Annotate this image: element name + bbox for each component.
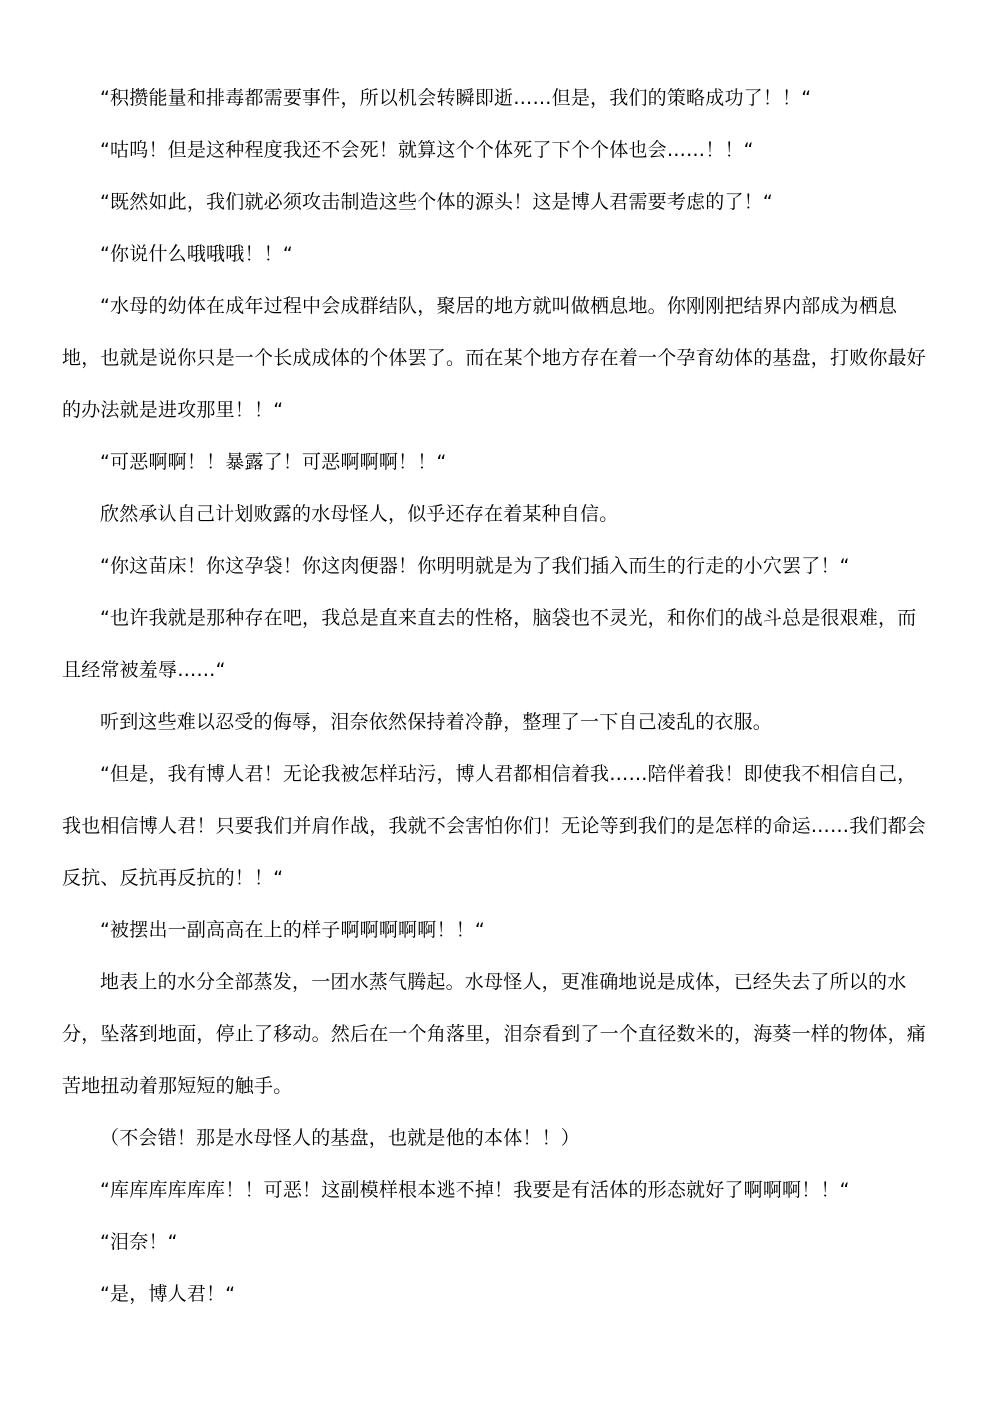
paragraph: “既然如此，我们就必须攻击制造这些个体的源头！这是博人君需要考虑的了！“: [100, 191, 773, 213]
paragraph: “但是，我有博人君！无论我被怎样玷污，博人君都相信着我……陪伴着我！即使我不相信自己，我也相信博人君！只要我们并肩作战，我就不会害怕你们！无论等到我们的是怎样的命运……我们都会反抗、反抗再反抗的！！“: [62, 763, 927, 889]
paragraph: “可恶啊啊！！暴露了！可恶啊啊啊！！“: [100, 451, 447, 473]
paragraph: （不会错！那是水母怪人的基盘，也就是他的本体！！）: [100, 1127, 581, 1149]
paragraph: “泪奈！“: [100, 1231, 178, 1253]
paragraph: “咕呜！但是这种程度我还不会死！就算这个个体死了下个个体也会……！！“: [100, 139, 754, 161]
paragraph: “你说什么哦哦哦！！“: [100, 243, 293, 265]
paragraph: “你这苗床！你这孕袋！你这肉便器！你明明就是为了我们插入而生的行走的小穴罢了！“: [100, 555, 850, 577]
paragraph: “被摆出一副高高在上的样子啊啊啊啊啊！！“: [100, 919, 485, 941]
paragraph: “水母的幼体在成年过程中会成群结队，聚居的地方就叫做栖息地。你刚刚把结界内部成为栖息地，也就是说你只是一个长成成体的个体罢了。而在某个地方存在着一个孕育幼体的基盘，打败你最好的办法就是进攻那里！！“: [62, 295, 927, 421]
paragraph: 听到这些难以忍受的侮辱，泪奈依然保持着冷静，整理了一下自己凌乱的衣服。: [100, 711, 773, 733]
paragraph: “库库库库库库！！可恶！这副模样根本逃不掉！我要是有活体的形态就好了啊啊啊！！“: [100, 1179, 850, 1201]
paragraph: “是，博人君！“: [100, 1283, 236, 1305]
paragraph: 地表上的水分全部蒸发，一团水蒸气腾起。水母怪人，更准确地说是成体，已经失去了所以的水分，坠落到地面，停止了移动。然后在一个角落里，泪奈看到了一个直径数米的，海葵一样的物体，痛苦地扭动着那短短的触手。: [62, 971, 927, 1097]
paragraph: “也许我就是那种存在吧，我总是直来直去的性格，脑袋也不灵光，和你们的战斗总是很艰难，而且经常被羞辱……“: [62, 607, 917, 681]
paragraph: 欣然承认自己计划败露的水母怪人，似乎还存在着某种自信。: [100, 503, 619, 525]
paragraph: “积攒能量和排毒都需要事件，所以机会转瞬即逝……但是，我们的策略成功了！！“: [100, 87, 812, 109]
